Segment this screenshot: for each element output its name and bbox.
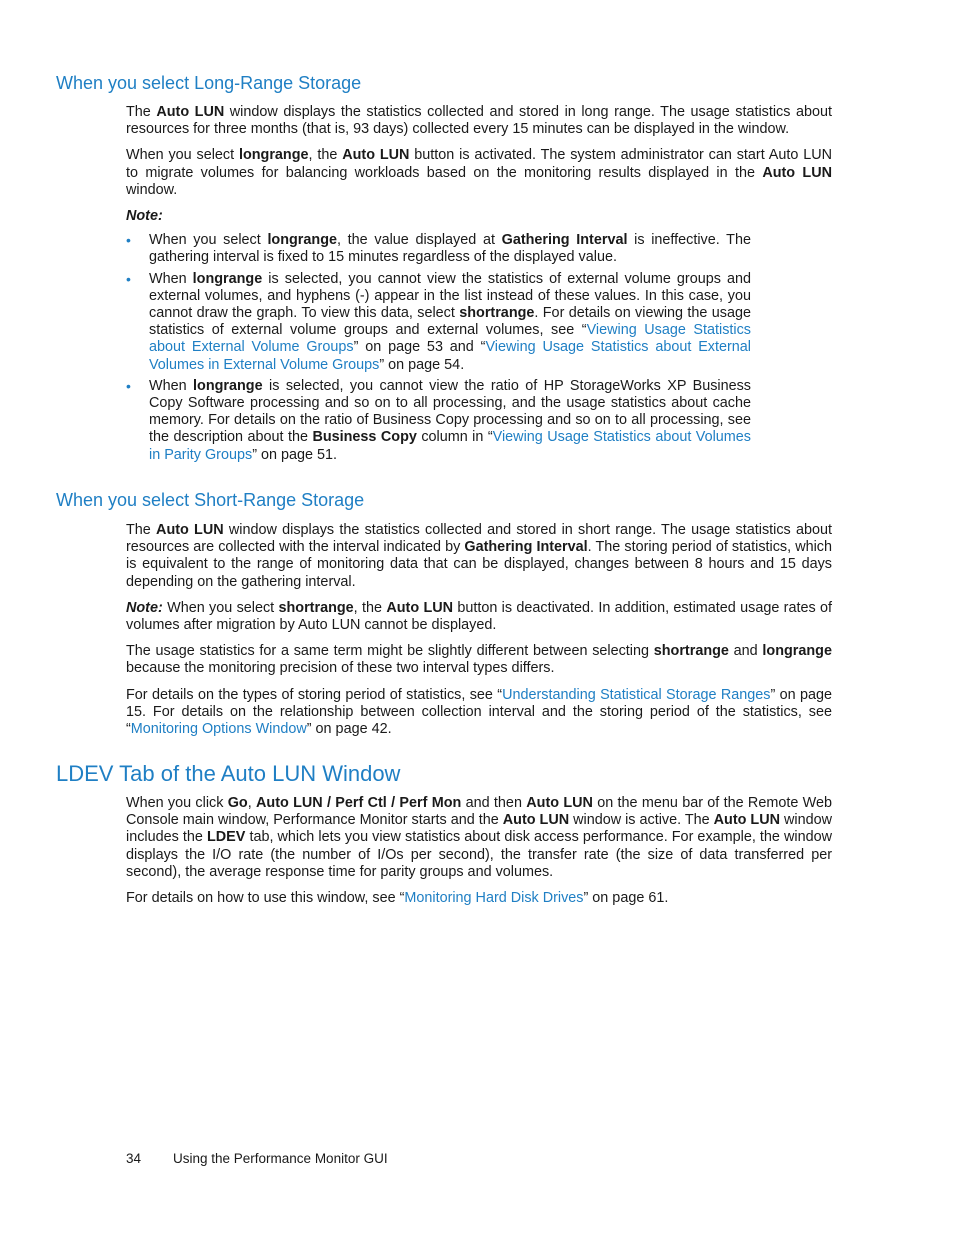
paragraph: For details on the types of storing period of statistics, see “Understanding Statistical Storage Ranges” on page 15. For details on the relationship between collection interval and the storing period of the statistics, see “Monitoring Options Window” on page 42.	[126, 686, 833, 738]
heading-short-range-storage: When you select Short-Range Storage	[56, 490, 365, 510]
heading-ldev-tab: LDEV Tab of the Auto LUN Window	[56, 761, 401, 786]
link-volumes-in-parity-groups[interactable]: Viewing Usage Statistics about Volumes in Parity Groups	[149, 429, 751, 463]
paragraph: When you select longrange, the Auto LUN button is activated. The system administrator can start Auto LUN to migrate volumes for balancing workloads based on the monitoring results displayed in the Auto LUN window.	[126, 147, 833, 198]
page-footer	[126, 1151, 388, 1166]
section-ldev-body	[126, 795, 832, 916]
link-monitoring-hard-disk-drives[interactable]: Monitoring Hard Disk Drives	[404, 890, 584, 907]
link-monitoring-options-window[interactable]: Monitoring Options Window	[130, 721, 307, 738]
heading-long-range-storage: When you select Long-Range Storage	[56, 73, 362, 93]
paragraph: The usage statistics for a same term might be slightly different between selecting shortrange and longrange because the monitoring precision of these two interval types differs.	[126, 643, 832, 677]
paragraph: For details on how to use this window, see “Monitoring Hard Disk Drives” on page 61.	[126, 890, 669, 907]
page-number: 34	[126, 1151, 142, 1166]
note-label: Note:	[126, 208, 163, 225]
note-bullet-list	[126, 232, 751, 464]
list-item: • When longrange is selected, you cannot view the statistics of external volume groups and external volumes, and hyphens (-) appear in the list instead of these values. In this case, you cannot draw the graph. To view this data, select shortrange. For details on viewing the usage statistics of external volume groups and external volumes, see “Viewing Usage Statistics about External Volume Groups” on page 53 and “Viewing Usage Statistics about External Volumes in External Volume Groups” on page 54.	[126, 271, 751, 374]
list-item: • When you select longrange, the value displayed at Gathering Interval is ineffective. The gathering interval is fixed to 15 minutes regardless of the displayed value.	[126, 232, 751, 266]
list-item: • When longrange is selected, you cannot view the ratio of HP StorageWorks XP Business Copy Software processing and so on to all processing, and the usage statistics about cache memory. For details on the ratio of Business Copy processing and so on to all processing, see the description about the Business Copy column in “Viewing Usage Statistics about Volumes in Parity Groups” on page 51.	[126, 378, 751, 464]
paragraph: When you click Go, Auto LUN / Perf Ctl / Perf Mon and then Auto LUN on the menu bar of the Remote Web Console main window, Performance Monitor starts and the Auto LUN window is active. The Auto LUN window includes the LDEV tab, which lets you view statistics about disk access performance. For example, the window displays the I/O rate (the number of I/Os per second), the transfer rate (the size of data transferred per second), the average response time for parity groups and volumes.	[126, 795, 832, 880]
running-title: Using the Performance Monitor GUI	[173, 1151, 388, 1166]
paragraph: The Auto LUN window displays the statistics collected and stored in long range. The usage statistics about resources for three months (that is, 93 days) collected every 15 minutes can be displayed in the window.	[126, 104, 832, 138]
link-external-volumes[interactable]: Viewing Usage Statistics about External Volumes in External Volume Groups	[149, 339, 751, 373]
link-statistical-storage-ranges[interactable]: Understanding Statistical Storage Ranges	[502, 686, 771, 703]
section-long-range-body	[126, 104, 832, 468]
section-short-range-body	[126, 522, 832, 747]
link-external-volume-groups[interactable]: Viewing Usage Statistics about External Volume Groups	[149, 322, 752, 356]
note-paragraph: Note: When you select shortrange, the Auto LUN button is deactivated. In addition, estimated usage rates of volumes after migration by Auto LUN cannot be displayed.	[126, 599, 832, 634]
paragraph: The Auto LUN window displays the statistics collected and stored in short range. The usage statistics about resources are collected with the interval indicated by Gathering Interval. The storing period of statistics, which is equivalent to the range of monitoring data that can be displayed, changes between 8 hours and 15 days depending on the gathering interval.	[126, 522, 832, 590]
